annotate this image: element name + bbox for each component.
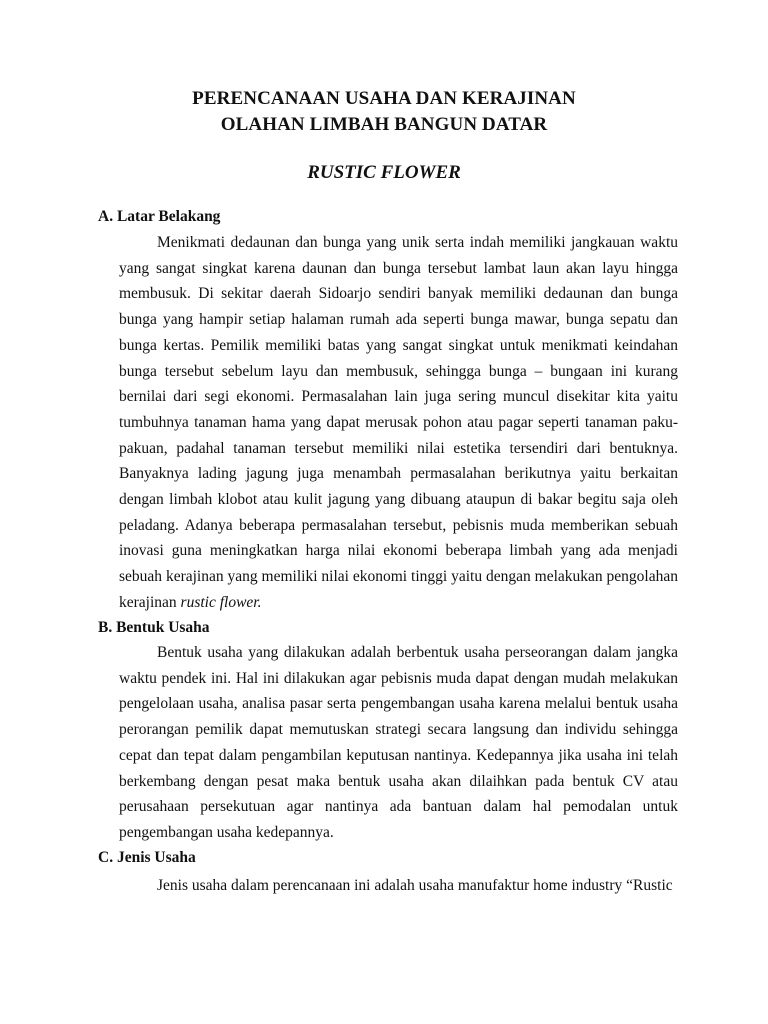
paragraph-text: Menikmati dedaunan dan bunga yang unik serta indah memiliki jangkauan waktu yang sangat singkat karena daunan dan bunga tersebut lambat laun akan layu hingga membusuk. Di sekitar daerah Sidoarjo sendiri banyak memiliki dedaunan dan bunga bunga yang hampir setiap halaman rumah ada seperti bunga mawar, bunga sepatu dan bunga kertas. Pemilik memiliki batas yang sangat singkat untuk menikmati keindahan bunga tersebut sebelum layu dan membusuk, sehingga bunga – bungaan ini kurang bernilai dari segi ekonomi. Permasalahan lain juga sering muncul disekitar kita yaitu tumbuhnya tanaman hama yang dapat merusak pohon atau pagar seperti tanaman paku-pakuan, padahal tanaman tersebut memiliki nilai estetika tersendiri dari bentuknya. Banyaknya lading jagung juga menambah permasalahan berikutnya yaitu berkaitan dengan limbah klobot atau kulit jagung yang dibuang ataupun di bakar begitu saja oleh peladang. Adanya beberapa permasalahan tersebut, pebisnis muda memberikan sebuah inovasi guna meningkatkan harga nilai ekonomi beberapa limbah yang ada menjadi sebuah kerajinan yang memiliki nilai ekonomi tinggi yaitu dengan melakukan pengolahan kerajinan (119, 234, 678, 611)
section-heading-jenis-usaha: C. Jenis Usaha (98, 849, 196, 866)
section-heading-bentuk-usaha: B. Bentuk Usaha (98, 619, 210, 636)
document-title-line-1: PERENCANAAN USAHA DAN KERAJINAN (192, 88, 576, 109)
section-heading-latar-belakang: A. Latar Belakang (98, 208, 221, 225)
document-title-line-2: OLAHAN LIMBAH BANGUN DATAR (220, 114, 548, 135)
section-paragraph-bentuk-usaha: Bentuk usaha yang dilakukan adalah berbentuk usaha perseorangan dalam jangka waktu pendek ini. Hal ini dilakukan agar pebisnis muda dapat dengan mudah melakukan pengelolaan usaha, analisa pasar serta pengembangan usaha karena melalui bentuk usaha perorangan pemilik dapat memutuskan strategi secara langsung dan individu sehingga cepat dan tepat dalam pengambilan keputusan nantinya. Kedepannya jika usaha ini telah berkembang dengan pesat maka bentuk usaha akan dilaihkan pada bentuk CV atau perusahaan persekutuan agar nantinya ada bantuan dalam hal pemodalan untuk pengembangan usaha kedepannya. (119, 644, 678, 841)
section-paragraph-jenis-usaha: Jenis usaha dalam perencanaan ini adalah usaha manufaktur home industry “Rustic (157, 877, 673, 894)
document-subtitle: RUSTIC FLOWER (307, 162, 461, 183)
paragraph-italic-term: rustic flower. (180, 593, 262, 611)
section-paragraph-latar-belakang (119, 230, 678, 616)
